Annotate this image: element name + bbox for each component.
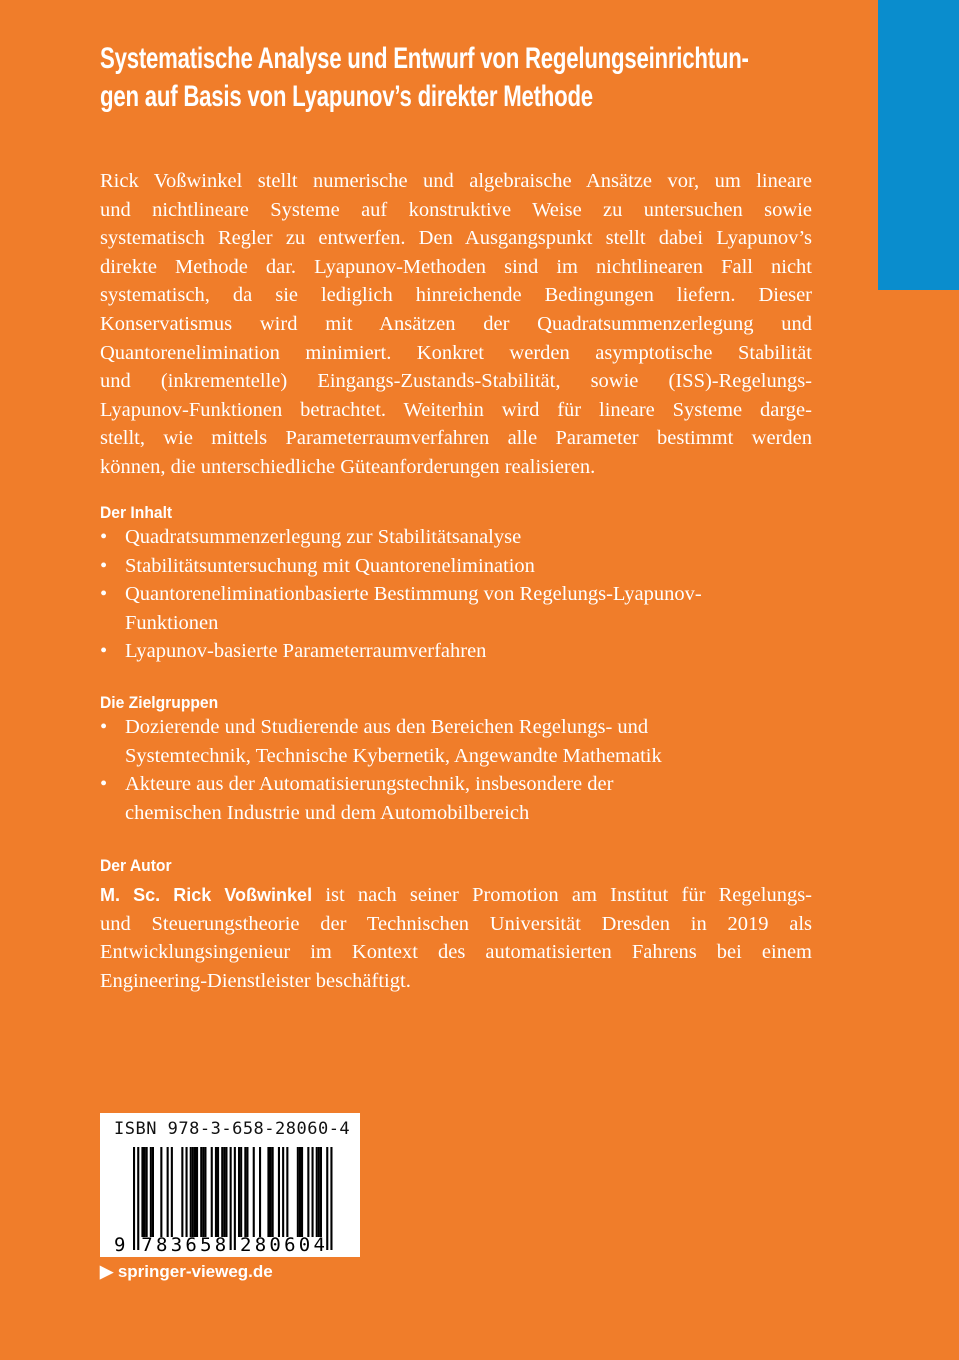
barcode-bar: [202, 1147, 204, 1237]
barcode-bar: [225, 1147, 227, 1237]
barcode-bar: [244, 1147, 246, 1237]
barcode-bar: [194, 1147, 196, 1237]
barcode-digit: 8: [156, 1234, 168, 1256]
bullet-icon: •: [100, 716, 108, 738]
barcode-bar: [181, 1147, 183, 1237]
barcode-bar: [259, 1147, 261, 1237]
isbn-label: ISBN 978-3-658-28060-4: [114, 1119, 351, 1139]
title-line: gen auf Basis von Lyapunov’s direkter Methode: [100, 80, 593, 113]
barcode-bar: [171, 1147, 173, 1237]
abstract-line: systematisch, da sie lediglich hinreichende Bedingungen liefern. Dieser: [100, 284, 812, 307]
barcode-digit: 9: [114, 1234, 126, 1256]
barcode-bar: [190, 1147, 192, 1237]
barcode-bar: [301, 1147, 303, 1237]
barcode-bar: [223, 1147, 225, 1237]
barcode-bar: [272, 1147, 274, 1237]
bullet-item: [100, 523, 521, 551]
barcode-digit: 5: [200, 1234, 212, 1256]
barcode-digit: 6: [185, 1234, 197, 1256]
barcode-bar: [278, 1147, 280, 1237]
barcode-digit: 2: [240, 1234, 252, 1256]
bullet-item: [100, 770, 613, 798]
bullet-icon: •: [100, 583, 108, 606]
abstract-line: und (inkrementelle) Eingangs-Zustands-Stabilität, sowie (ISS)-Regelungs-: [100, 370, 812, 393]
bullet-icon: •: [100, 554, 108, 577]
author-line: Entwicklungsingenieur im Kontext des automatisierten Fahrens bei einem: [100, 941, 812, 964]
barcode-digit: 3: [170, 1234, 183, 1256]
barcode-bar: [133, 1147, 135, 1250]
bullet-text: Dozierende und Studierende aus den Bereichen Regelungs- und: [125, 716, 649, 738]
barcode-bar: [167, 1147, 169, 1237]
author-line: Engineering-Dienstleister beschäftigt.: [100, 969, 411, 992]
bullet-text: Stabilitätsuntersuchung mit Quantorenelimination: [125, 554, 535, 577]
barcode-bar: [230, 1147, 232, 1250]
barcode-bar: [330, 1147, 332, 1250]
barcode-bar: [150, 1147, 152, 1237]
barcode-bar: [326, 1147, 328, 1250]
book-title: [100, 40, 959, 116]
barcode-bar: [320, 1147, 322, 1237]
barcode-bar: [253, 1147, 255, 1237]
barcode-bars: [100, 1113, 360, 1257]
barcode-bar: [312, 1147, 314, 1237]
bullet-text: Akteure aus der Automatisierungstechnik, insbesondere der: [125, 773, 614, 796]
abstract-line: und nichtlineare Systeme auf konstruktive Weise zu untersuchen sowie: [100, 198, 812, 221]
abstract-line: Quantorenelimination minimiert. Konkret werden asymptotische Stabilität: [100, 341, 812, 364]
barcode-bar: [297, 1147, 299, 1237]
bullet-item: [100, 713, 648, 741]
barcode-digit: 8: [254, 1234, 267, 1256]
barcode-bar: [196, 1147, 198, 1237]
bullet-text-continued: chemischen Industrie und dem Automobilbereich: [125, 801, 530, 824]
abstract-line: Konservatismus wird mit Ansätzen der Quadratsummenzerlegung und: [100, 313, 812, 335]
barcode-bar: [307, 1147, 309, 1237]
abstract-line: stellt, wie mittels Parameterraumverfahren alle Parameter bestimmt werden: [100, 427, 812, 450]
barcode-digit: 7: [141, 1234, 153, 1256]
barcode-bar: [267, 1147, 269, 1237]
barcode-bar: [238, 1147, 240, 1237]
barcode-bar: [221, 1147, 223, 1237]
barcode-bar: [286, 1147, 288, 1237]
barcode-bar: [141, 1147, 143, 1237]
bullet-text-continued: Funktionen: [125, 611, 219, 634]
barcode-digit: 0: [298, 1234, 311, 1256]
bullet-icon: •: [100, 773, 108, 796]
barcode-digit: 6: [284, 1234, 296, 1256]
bullet-text-continued: Systemtechnik, Technische Kybernetik, Angewandte Mathematik: [125, 744, 662, 767]
arrow-right-icon: ▶: [100, 1262, 114, 1281]
section-heading: Der Inhalt: [100, 503, 173, 522]
barcode-bar: [270, 1147, 272, 1237]
barcode-bar: [200, 1147, 202, 1237]
abstract-line: Lyapunov-Funktionen betrachtet. Weiterhin wird für lineare Systeme darge-: [100, 398, 812, 421]
barcode-bar: [211, 1147, 213, 1237]
abstract-line: direkte Methode dar. Lyapunov-Methoden sind im nichtlinearen Fall nicht: [100, 255, 812, 278]
bullet-item: [100, 552, 535, 580]
bullet-icon: •: [100, 526, 108, 548]
author-text: ist nach seiner Promotion am Institut für Regelungs-: [312, 884, 813, 906]
barcode-bar: [299, 1147, 301, 1237]
barcode-bar: [217, 1147, 219, 1237]
isbn-barcode: [100, 1113, 360, 1257]
barcode-bar: [146, 1147, 148, 1237]
bullet-text: Quantoreneliminationbasierte Bestimmung von Regelungs-Lyapunov-: [125, 583, 702, 606]
barcode-bar: [316, 1147, 318, 1237]
author-line: und Steuerungstheorie der Technischen Universität Dresden in 2019 als: [100, 912, 812, 935]
barcode-bar: [234, 1147, 236, 1250]
barcode-bar: [160, 1147, 162, 1237]
abstract-line: systematisch Regler zu entwerfen. Den Ausgangspunkt stellt dabei Lyapunov’s: [100, 227, 812, 250]
barcode-bar: [137, 1147, 139, 1250]
abstract-line: Rick Voßwinkel stellt numerische und algebraische Ansätze vor, um lineare: [100, 170, 812, 192]
bullet-text: Lyapunov-basierte Parameterraumverfahren: [125, 640, 487, 663]
barcode-digit: 0: [269, 1234, 281, 1256]
bullet-text: Quadratsummenzerlegung zur Stabilitätsanalyse: [125, 526, 522, 548]
barcode-digit: 8: [214, 1234, 227, 1256]
barcode-bar: [318, 1147, 320, 1237]
barcode-bar: [204, 1147, 206, 1237]
publisher-website[interactable]: ▶ springer-vieweg.de: [100, 1262, 273, 1281]
bullet-item: [100, 580, 702, 608]
barcode-bar: [215, 1147, 217, 1237]
bullet-item: [100, 637, 486, 665]
barcode-digit: 4: [313, 1234, 325, 1256]
barcode-bar: [152, 1147, 154, 1237]
title-line: Systematische Analyse und Entwurf von Regelungseinrichtun-: [100, 42, 749, 75]
barcode-bar: [192, 1147, 194, 1237]
barcode-bar: [186, 1147, 188, 1237]
barcode-bar: [246, 1147, 248, 1237]
author-name: M. Sc. Rick Voßwinkel: [100, 885, 313, 905]
section-heading: Der Autor: [100, 856, 172, 875]
abstract-line: können, die unterschiedliche Güteanforderungen realisieren.: [100, 456, 596, 478]
author-line: [100, 881, 812, 909]
barcode-bar: [282, 1147, 284, 1237]
barcode-bar: [144, 1147, 146, 1237]
bullet-icon: •: [100, 640, 108, 663]
section-heading: Die Zielgruppen: [100, 693, 219, 712]
barcode-bar: [240, 1147, 242, 1237]
